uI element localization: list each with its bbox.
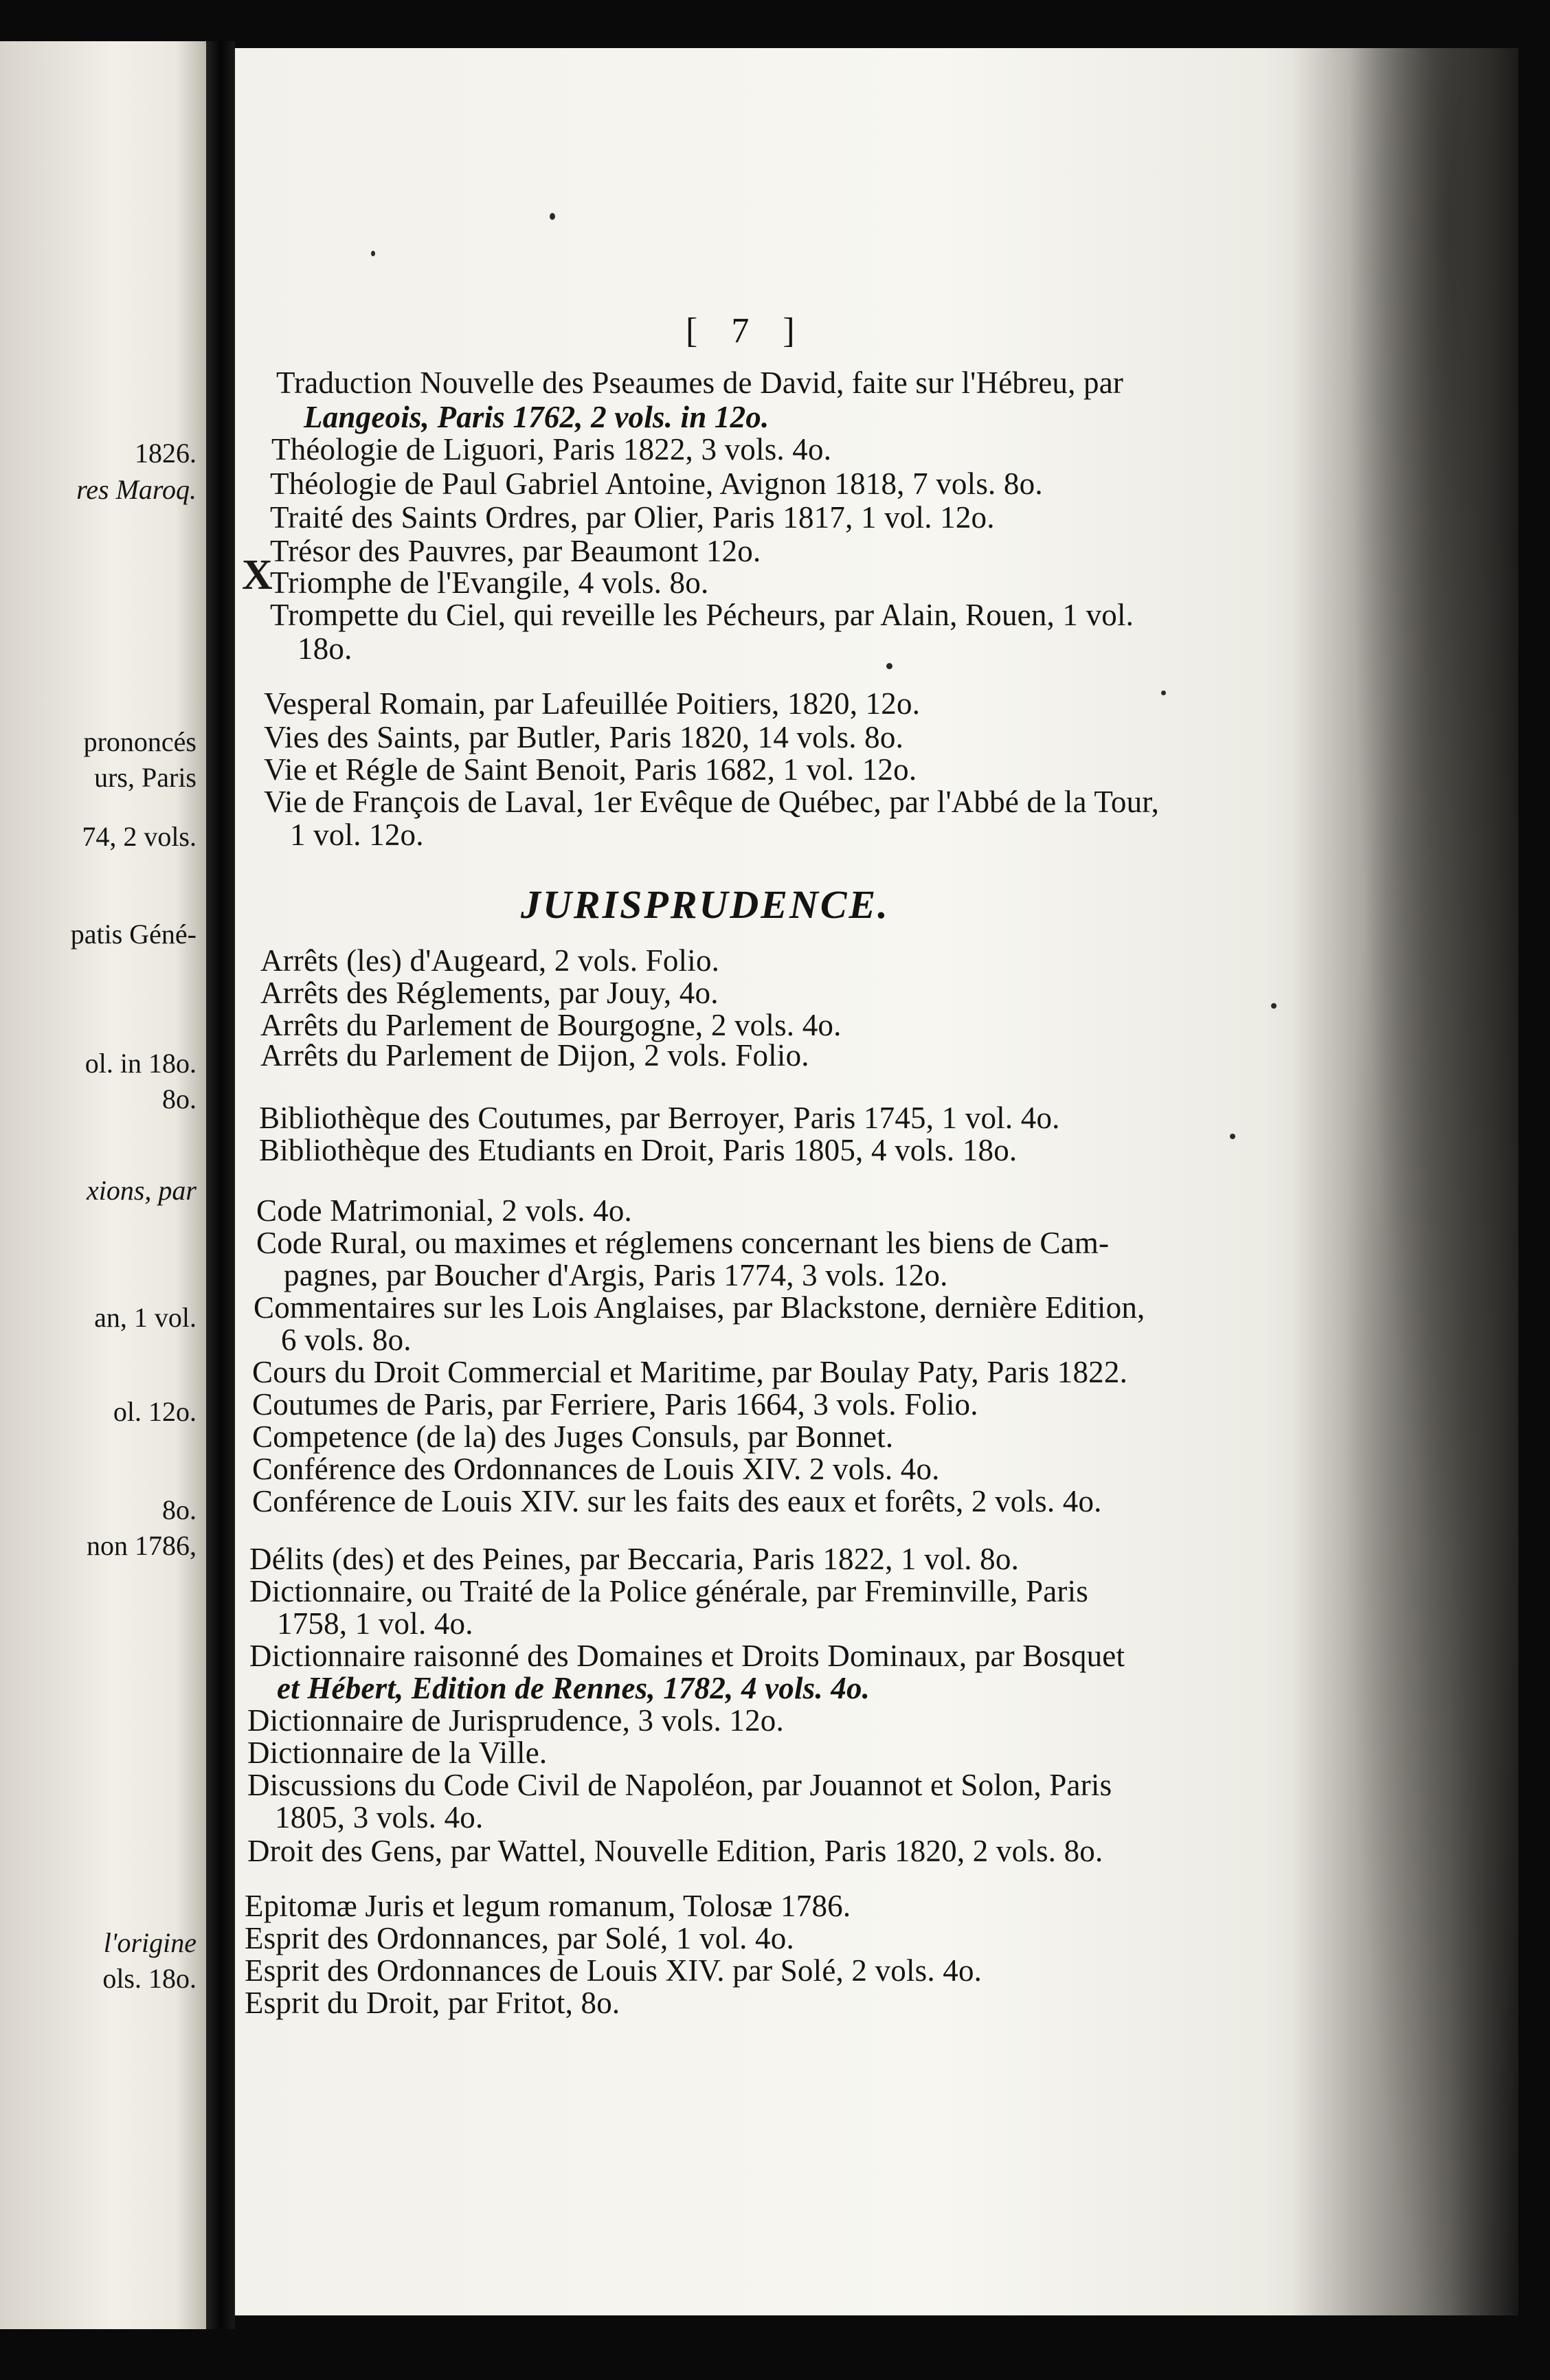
catalogue-entry: Esprit du Droit, par Fritot, 8o.: [245, 1986, 620, 2020]
catalogue-entry-continuation: 1805, 3 vols. 4o.: [275, 1800, 484, 1834]
catalogue-entry: Arrêts du Parlement de Bourgogne, 2 vols. 4o.: [260, 1008, 842, 1042]
catalogue-entry: Conférence des Ordonnances de Louis XIV. 2 vols. 4o.: [252, 1452, 940, 1486]
catalogue-entry-continuation: 18o.: [297, 631, 352, 666]
facing-page-line: 1826.: [135, 438, 196, 469]
catalogue-entry: Bibliothèque des Etudiants en Droit, Paris 1805, 4 vols. 18o.: [259, 1133, 1018, 1167]
facing-page-line: ol. 12o.: [113, 1396, 196, 1427]
section-heading: JURISPRUDENCE.: [521, 882, 890, 927]
facing-page-line: xions, par: [87, 1175, 196, 1206]
ink-speck: [1271, 1003, 1277, 1009]
catalogue-entry: Dictionnaire de la Ville.: [247, 1736, 548, 1770]
catalogue-entry: Cours du Droit Commercial et Maritime, par Boulay Paty, Paris 1822.: [252, 1355, 1128, 1389]
catalogue-entry: Code Rural, ou maximes et réglemens concernant les biens de Cam-: [256, 1226, 1110, 1260]
ink-speck: [550, 213, 555, 220]
catalogue-entry: Bibliothèque des Coutumes, par Berroyer, Paris 1745, 1 vol. 4o.: [259, 1101, 1060, 1135]
catalogue-entry: Arrêts du Parlement de Dijon, 2 vols. Folio.: [260, 1038, 809, 1073]
catalogue-entry: Traité des Saints Ordres, par Olier, Paris 1817, 1 vol. 12o.: [270, 500, 995, 535]
catalogue-entry: Discussions du Code Civil de Napoléon, par Jouannot et Solon, Paris: [247, 1768, 1112, 1802]
catalogue-entry: Arrêts des Réglements, par Jouy, 4o.: [260, 976, 719, 1010]
catalogue-entry: Triomphe de l'Evangile, 4 vols. 8o.: [270, 565, 709, 600]
catalogue-entry: Dictionnaire, ou Traité de la Police générale, par Freminville, Paris: [249, 1574, 1088, 1608]
ink-speck: [886, 663, 892, 669]
facing-page-line: ol. in 18o.: [85, 1048, 196, 1079]
catalogue-entry: Commentaires sur les Lois Anglaises, par Blackstone, dernière Edition,: [254, 1290, 1145, 1325]
catalogue-entry: Vies des Saints, par Butler, Paris 1820, 14 vols. 8o.: [264, 720, 904, 754]
catalogue-entry: Competence (de la) des Juges Consuls, par Bonnet.: [252, 1419, 894, 1454]
catalogue-entry-continuation: Langeois, Paris 1762, 2 vols. in 12o.: [304, 400, 770, 434]
catalogue-entry: Traduction Nouvelle des Pseaumes de David, faite sur l'Hébreu, par: [276, 366, 1124, 400]
catalogue-entry: Vie de François de Laval, 1er Evêque de Québec, par l'Abbé de la Tour,: [264, 785, 1160, 819]
catalogue-entry: Vesperal Romain, par Lafeuillée Poitiers, 1820, 12o.: [264, 686, 921, 721]
catalogue-entry-continuation: 1758, 1 vol. 4o.: [277, 1606, 473, 1641]
catalogue-entry: Trésor des Pauvres, par Beaumont 12o.: [270, 534, 761, 568]
catalogue-entry: Délits (des) et des Peines, par Beccaria, Paris 1822, 1 vol. 8o.: [249, 1542, 1020, 1576]
catalogue-entry-continuation: pagnes, par Boucher d'Argis, Paris 1774, 3 vols. 12o.: [284, 1258, 948, 1292]
catalogue-entry: Code Matrimonial, 2 vols. 4o.: [256, 1193, 633, 1228]
catalogue-entry: Théologie de Liguori, Paris 1822, 3 vols. 4o.: [271, 432, 832, 467]
catalogue-entry: Droit des Gens, par Wattel, Nouvelle Edition, Paris 1820, 2 vols. 8o.: [247, 1834, 1103, 1868]
book-gutter: [206, 41, 235, 2329]
catalogue-entry: Arrêts (les) d'Augeard, 2 vols. Folio.: [260, 943, 720, 978]
catalogue-entry: Dictionnaire raisonné des Domaines et Droits Dominaux, par Bosquet: [249, 1639, 1125, 1673]
facing-page-line: 8o.: [162, 1084, 196, 1114]
page-edge-stain: [1292, 48, 1518, 2315]
facing-page-left: [0, 41, 206, 2329]
facing-page-line: prononcés: [83, 726, 196, 757]
catalogue-entry-continuation: 6 vols. 8o.: [281, 1323, 412, 1357]
catalogue-entry: Théologie de Paul Gabriel Antoine, Avignon 1818, 7 vols. 8o.: [270, 467, 1043, 501]
catalogue-entry: Esprit des Ordonnances de Louis XIV. par Solé, 2 vols. 4o.: [245, 1953, 982, 1988]
facing-page-line: res Maroq.: [76, 474, 196, 505]
catalogue-entry: Conférence de Louis XIV. sur les faits des eaux et forêts, 2 vols. 4o.: [252, 1484, 1102, 1518]
facing-page-line: urs, Paris: [94, 762, 196, 793]
catalogue-entry: Esprit des Ordonnances, par Solé, 1 vol. 4o.: [245, 1921, 794, 1955]
facing-page-line: non 1786,: [87, 1530, 196, 1561]
facing-page-line: 74, 2 vols.: [82, 821, 196, 852]
facing-page-line: patis Géné-: [70, 919, 196, 950]
ink-speck: [371, 251, 375, 256]
catalogue-entry-continuation: et Hébert, Edition de Rennes, 1782, 4 vols. 4o.: [277, 1671, 871, 1705]
catalogue-entry: Trompette du Ciel, qui reveille les Pécheurs, par Alain, Rouen, 1 vol.: [270, 598, 1134, 632]
facing-page-line: an, 1 vol.: [94, 1302, 196, 1333]
catalogue-entry: Dictionnaire de Jurisprudence, 3 vols. 12o.: [247, 1703, 784, 1738]
facing-page-line: ols. 18o.: [102, 1963, 196, 1994]
facing-page-line: l'origine: [103, 1927, 196, 1958]
facing-page-line: 8o.: [162, 1494, 196, 1525]
ink-speck: [1230, 1134, 1235, 1139]
page-number: [ 7 ]: [686, 311, 807, 350]
ink-speck: [1161, 691, 1166, 695]
catalogue-entry: Vie et Régle de Saint Benoit, Paris 1682, 1 vol. 12o.: [264, 752, 917, 787]
handwritten-margin-mark: X: [242, 552, 273, 598]
catalogue-entry: Coutumes de Paris, par Ferriere, Paris 1664, 3 vols. Folio.: [252, 1387, 978, 1422]
catalogue-entry: Epitomæ Juris et legum romanum, Tolosæ 1786.: [245, 1889, 851, 1923]
catalogue-entry-continuation: 1 vol. 12o.: [290, 818, 424, 852]
